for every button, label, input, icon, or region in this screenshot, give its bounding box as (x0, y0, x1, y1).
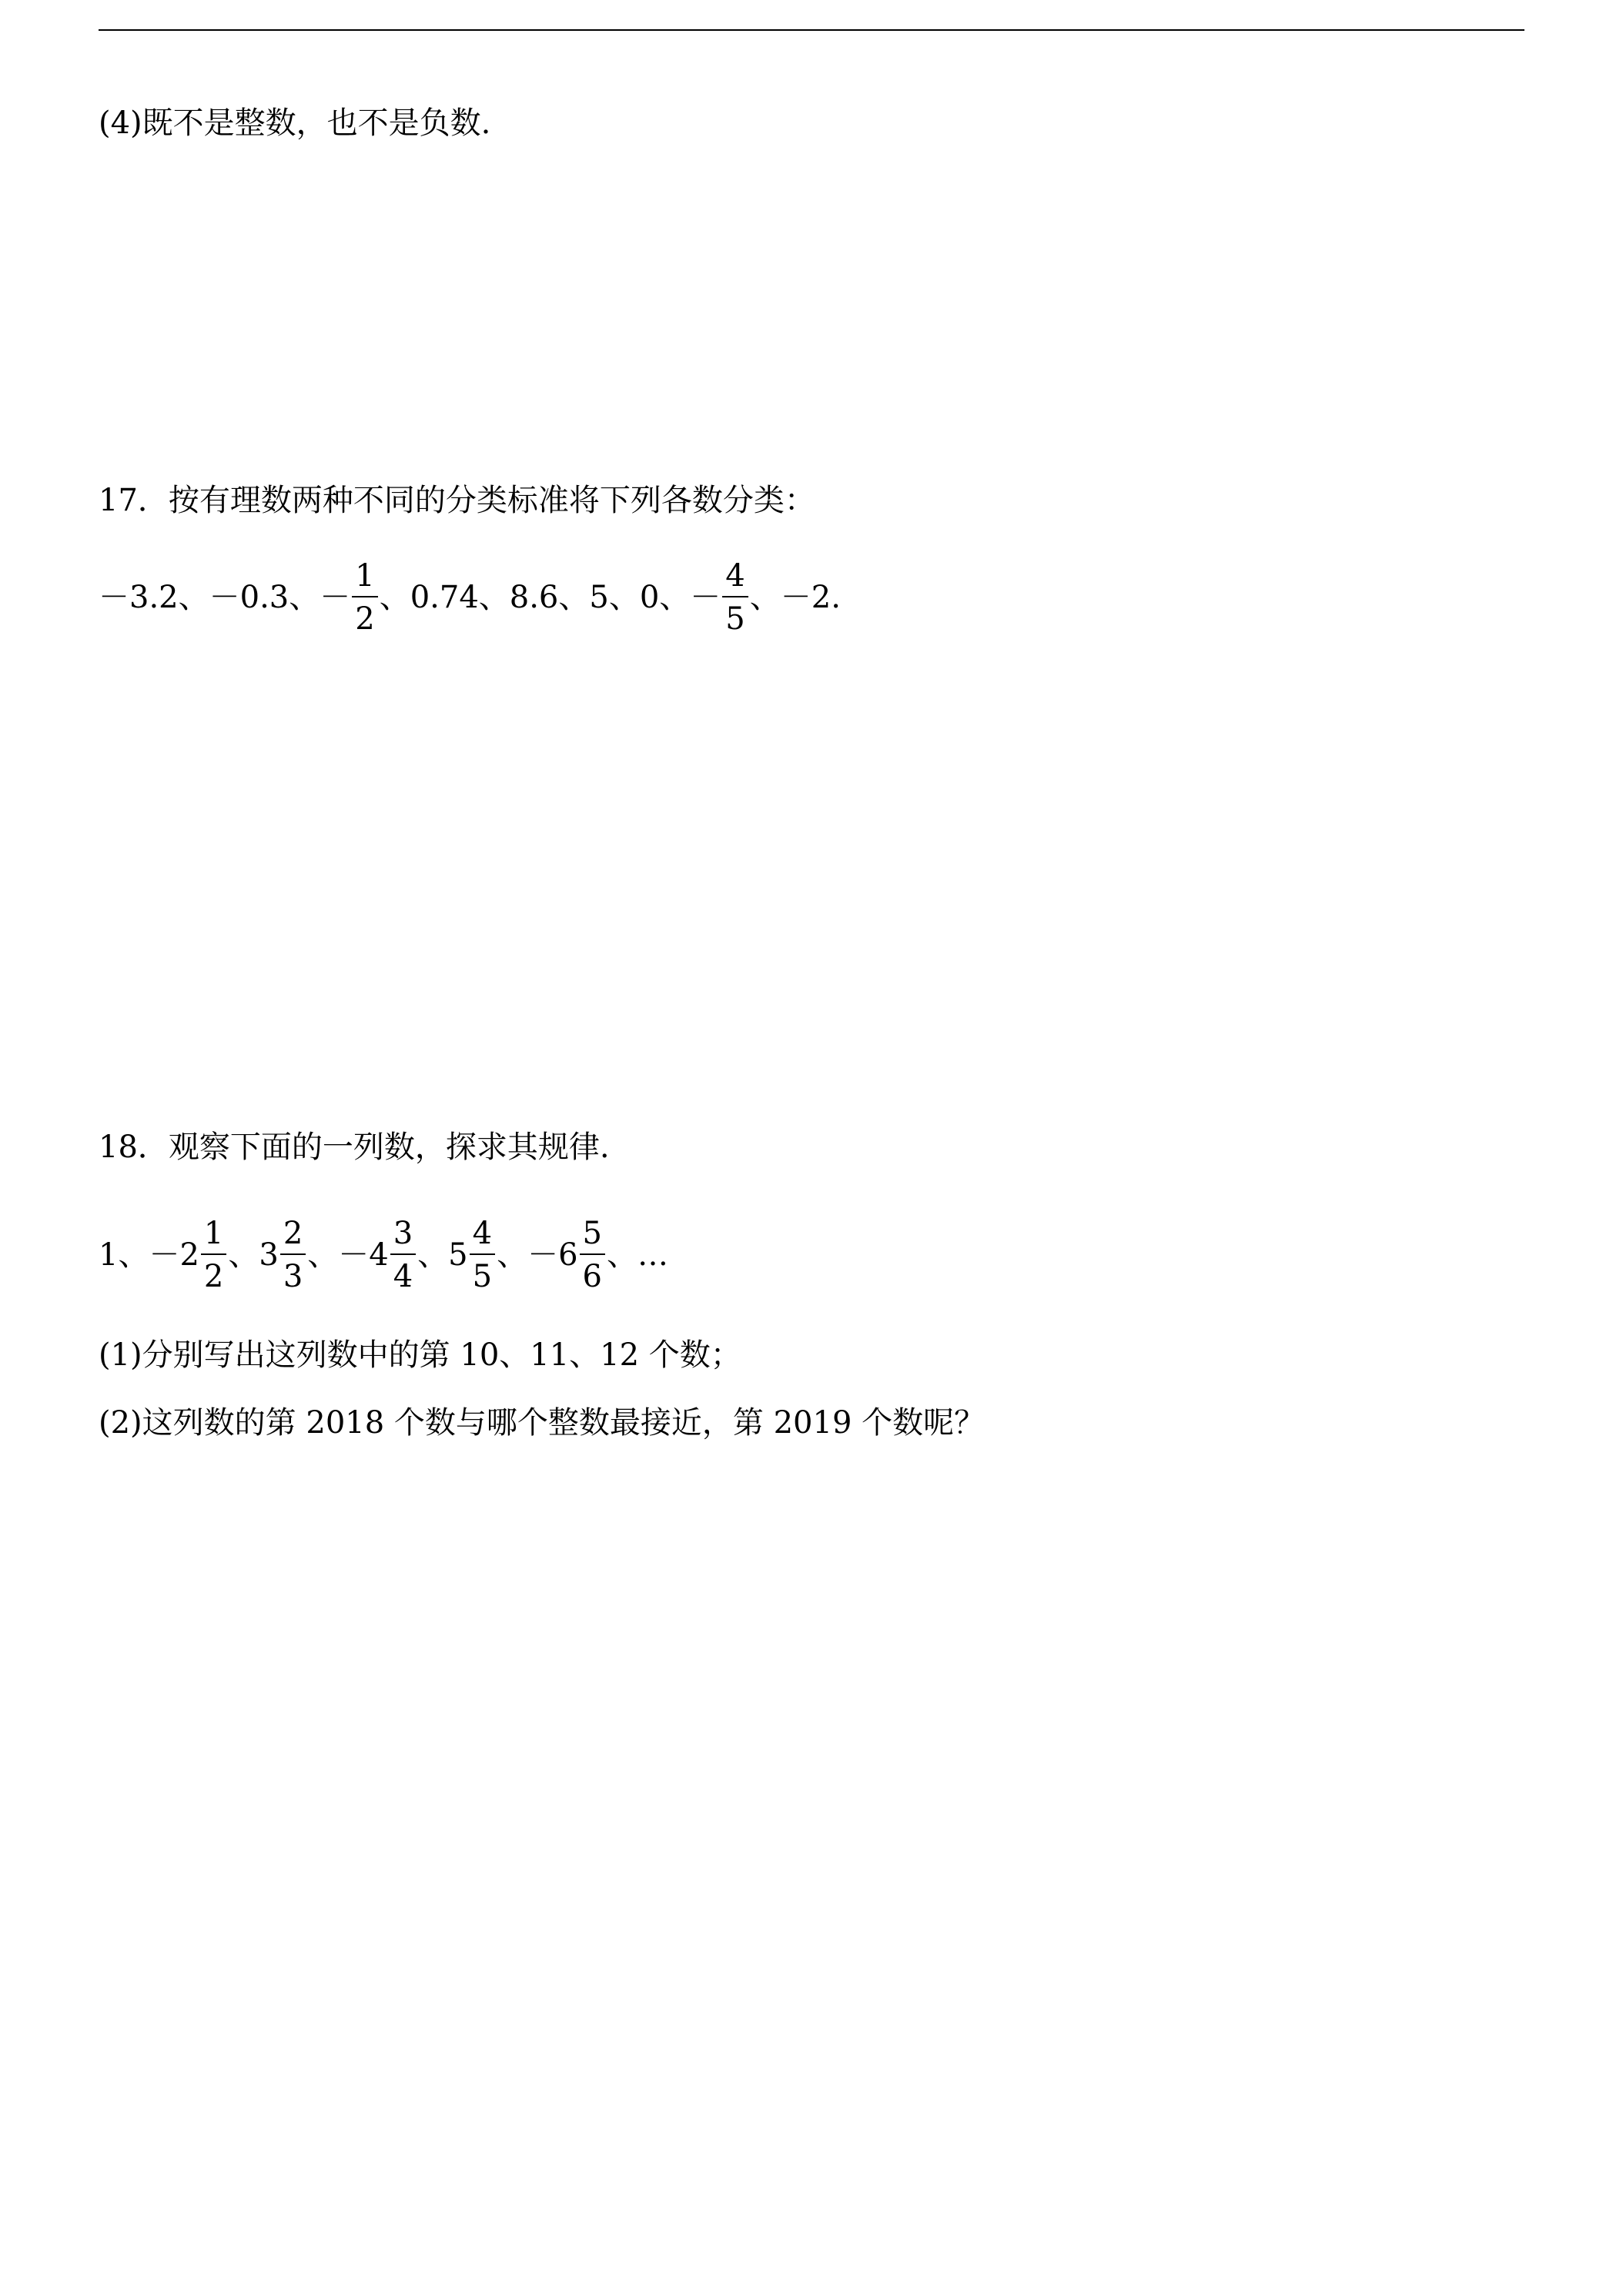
fraction-denominator: 5 (725, 601, 745, 637)
separator: 、 (307, 1237, 339, 1273)
separator: 、 (558, 580, 590, 615)
number-item: 5 (589, 580, 609, 615)
separator: 、 (608, 580, 640, 615)
q16-part4: (4)既不是整数，也不是负数. (99, 105, 491, 141)
mixed-whole-part: 3 (259, 1237, 279, 1273)
separator: 、 (178, 580, 209, 615)
q18-number-sequence (99, 1218, 668, 1292)
q17-number-list (99, 558, 841, 637)
fraction-denominator: 2 (355, 601, 375, 637)
fraction-denominator: 6 (582, 1259, 602, 1294)
q18-part1: (1)分别写出这列数中的第 10、11、12 个数； (99, 1337, 741, 1373)
separator: 、 (417, 1237, 449, 1273)
sequence-end: . (831, 580, 841, 615)
number-item: 0.74 (410, 580, 479, 615)
fraction (470, 1218, 495, 1292)
fraction (722, 558, 748, 637)
minus-sign: － (149, 1237, 180, 1273)
mixed-whole-part: 5 (448, 1237, 468, 1273)
separator: 、 (228, 1237, 259, 1273)
number-item: －2 (780, 580, 832, 615)
number-item: 8.6 (509, 580, 559, 615)
fraction-denominator: 5 (472, 1259, 493, 1294)
fraction (390, 1218, 416, 1292)
separator: 、 (118, 1237, 149, 1273)
fraction (201, 1218, 226, 1292)
separator: 、 (606, 1237, 637, 1273)
number-item: －0.3 (209, 580, 289, 615)
fraction-denominator: 4 (393, 1259, 413, 1294)
separator: 、 (478, 580, 510, 615)
q18-part2: (2)这列数的第 2018 个数与哪个整数最接近，第 2019 个数呢？ (99, 1405, 986, 1441)
minus-sign: － (320, 580, 351, 615)
separator: 、 (289, 580, 320, 615)
mixed-whole-part: 6 (558, 1237, 578, 1273)
minus-sign: － (338, 1237, 370, 1273)
fraction-numerator: 1 (352, 561, 377, 597)
number-item: －3.2 (99, 580, 179, 615)
minus-sign: － (690, 580, 721, 615)
mixed-whole-part: 4 (369, 1237, 389, 1273)
minus-sign: － (527, 1237, 559, 1273)
separator: 、 (749, 580, 781, 615)
number-item: 0 (639, 580, 660, 615)
fraction-numerator: 3 (390, 1218, 416, 1255)
fraction-denominator: 2 (203, 1259, 224, 1294)
q18-title: 18．观察下面的一列数，探求其规律. (99, 1130, 610, 1165)
fraction-numerator: 5 (580, 1218, 605, 1255)
fraction (580, 1218, 605, 1292)
sequence-end: … (637, 1237, 668, 1273)
fraction-numerator: 4 (470, 1218, 495, 1255)
fraction-numerator: 4 (722, 561, 748, 597)
separator: 、 (659, 580, 691, 615)
fraction (352, 558, 377, 637)
q17-title: 17．按有理数两种不同的分类标准将下列各数分类： (99, 483, 815, 518)
number-item: 1 (99, 1237, 119, 1273)
header-rule (99, 29, 1524, 31)
fraction-numerator: 1 (201, 1218, 226, 1255)
fraction (280, 1218, 306, 1292)
mixed-whole-part: 2 (179, 1237, 199, 1273)
separator: 、 (497, 1237, 528, 1273)
fraction-denominator: 3 (283, 1259, 303, 1294)
fraction-numerator: 2 (280, 1218, 306, 1255)
separator: 、 (379, 580, 410, 615)
